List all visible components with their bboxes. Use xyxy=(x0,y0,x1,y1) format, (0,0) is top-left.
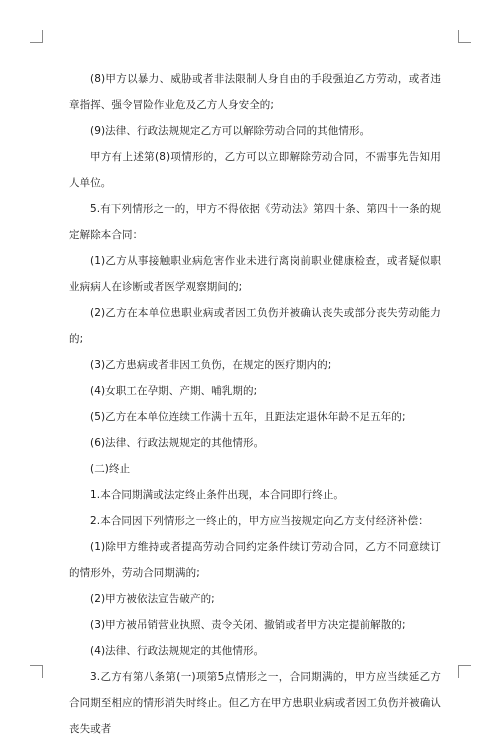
paragraph-contract-expiry: 1.本合同期满或法定终止条件出现，本合同即行终止。 xyxy=(90,489,345,501)
list-item-bankruptcy: (2)甲方被依法宣告破产的; xyxy=(90,593,215,605)
paragraph-immediate-termination: 甲方有上述第(8)项情形的，乙方可以立即解除劳动合同，不需事先告知用人单位。 xyxy=(69,151,441,189)
section-heading-termination: (二)终止 xyxy=(90,463,131,475)
list-item-other-legal-termination: (4)法律、行政法规规定的其他情形。 xyxy=(90,645,265,657)
crop-mark-top-right xyxy=(458,30,471,43)
crop-mark-bottom-right xyxy=(458,665,471,678)
paragraph-9-other-cases: (9)法律、行政法规规定乙方可以解除劳动合同的其他情形。 xyxy=(90,125,371,137)
paragraph-economic-compensation: 2.本合同因下列情形之一终止的，甲方应当按规定向乙方支付经济补偿： xyxy=(90,515,429,527)
paragraph-8-coercion: (8)甲方以暴力、威胁或者非法限制人身自由的手段强迫乙方劳动，或者违章指挥、强令冒险作业危及乙方人身安全的; xyxy=(69,73,441,111)
paragraph-5-no-dismissal: 5.有下列情形之一的，甲方不得依据《劳动法》第四十条、第四十一条的规定解除本合同： xyxy=(69,203,441,241)
list-item-pregnancy: (4)女职工在孕期、产期、哺乳期的; xyxy=(90,385,258,397)
list-item-occupational-disease: (2)乙方在本单位患职业病或者因工负伤并被确认丧失或部分丧失劳动能力的; xyxy=(69,307,441,345)
list-item-other-legal: (6)法律、行政法规规定的其他情形。 xyxy=(90,437,265,449)
crop-mark-bottom-left xyxy=(30,665,43,678)
document-body xyxy=(69,66,441,742)
list-item-license-revoked: (3)甲方被吊销营业执照、责令关闭、撤销或者甲方决定提前解散的; xyxy=(90,619,406,631)
list-item-medical-period: (3)乙方患病或者非因工负伤，在规定的医疗期内的; xyxy=(90,359,332,371)
list-item-occupational-hazard: (1)乙方从事接触职业病危害作业未进行离岗前职业健康检查，或者疑似职业病病人在诊断或者医学观察期间的; xyxy=(69,255,441,293)
paragraph-contract-extension: 3.乙方有第八条第(一)项第5点情形之一，合同期满的，甲方应当续延乙方合同期至相应的情形消失时终止。但乙方在甲方患职业病或者因工负伤并被确认丧失或者 xyxy=(69,671,441,735)
list-item-renewal: (1)除甲方维持或者提高劳动合同约定条件续订劳动合同，乙方不同意续订的情形外，劳动合同期满的; xyxy=(69,541,441,579)
list-item-fifteen-years: (5)乙方在本单位连续工作满十五年，且距法定退休年龄不足五年的; xyxy=(90,411,406,423)
crop-mark-top-left xyxy=(30,30,43,43)
